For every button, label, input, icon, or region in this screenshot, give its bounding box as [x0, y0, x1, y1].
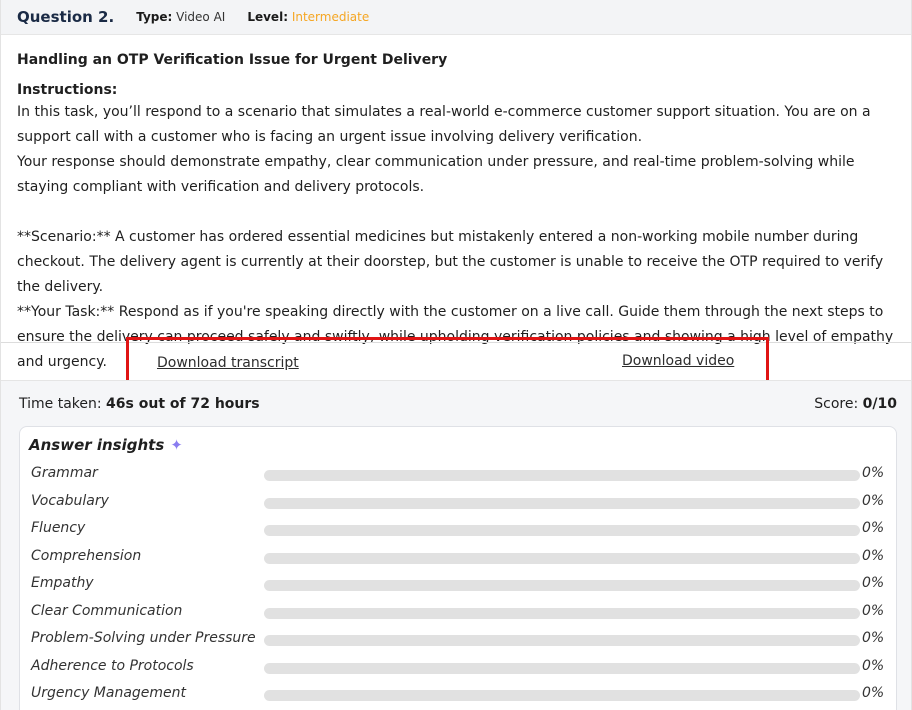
- metric-percent: 0%: [862, 630, 885, 646]
- metric-row: [20, 491, 896, 518]
- score-value: 0/10: [862, 396, 897, 412]
- score-label: Score:: [814, 396, 859, 412]
- metric-bar: [264, 498, 860, 509]
- metric-row: [20, 573, 896, 600]
- answer-insights-card: [19, 426, 897, 710]
- type-value: Video AI: [176, 10, 226, 24]
- metric-percent: 0%: [862, 575, 885, 591]
- metric-row: [20, 463, 896, 490]
- score: [814, 396, 897, 412]
- metric-row: [20, 518, 896, 545]
- metric-row: [20, 628, 896, 655]
- metric-bar: [264, 635, 860, 646]
- metric-bar: [264, 580, 860, 591]
- metric-row: [20, 683, 896, 710]
- time-taken: [19, 396, 260, 412]
- metric-label: Comprehension: [31, 547, 142, 564]
- metric-percent: 0%: [862, 602, 885, 619]
- time-label: Time taken:: [19, 396, 102, 412]
- your-task-paragraph: **Your Task:** Respond as if you're speaking directly with the customer on a live call. Guide them through the next steps to ensure the delivery can proceed safely and swiftly, while upholding verification policies and showing a high level of empathy and urgency.: [17, 304, 894, 370]
- metric-row: [20, 601, 896, 628]
- instructions-paragraph: In this task, you’ll respond to a scenario that simulates a real-world e-commerce customer support situation. You are on a support call with a customer who is facing an urgent issue involving delivery verification.: [17, 104, 871, 145]
- level-value: Intermediate: [291, 10, 370, 24]
- metric-label: Vocabulary: [31, 492, 109, 509]
- question-level: [247, 10, 369, 24]
- metric-percent: 0%: [862, 465, 885, 481]
- downloads-bar: [1, 342, 911, 380]
- answer-insights-label: Answer insights: [29, 436, 165, 454]
- level-label: Level:: [247, 10, 288, 24]
- type-label: Type:: [136, 10, 173, 24]
- metric-percent: 0%: [862, 492, 885, 509]
- task-title: Handling an OTP Verification Issue for Urgent Delivery: [17, 52, 448, 68]
- metric-bar: [264, 663, 860, 674]
- instructions-paragraph: Your response should demonstrate empathy, clear communication under pressure, and real-time problem-solving while staying compliant with verification and delivery protocols.: [17, 154, 855, 195]
- metric-percent: 0%: [862, 657, 885, 674]
- metric-label: Problem-Solving under Pressure: [31, 630, 256, 646]
- metric-label: Empathy: [31, 575, 94, 591]
- metric-label: Adherence to Protocols: [31, 657, 194, 674]
- metric-label: Grammar: [31, 465, 98, 481]
- download-video-link[interactable]: Download video: [622, 353, 735, 369]
- metric-bar: [264, 470, 860, 481]
- metric-bar: [264, 690, 860, 701]
- results-section: [1, 380, 911, 710]
- metric-label: Clear Communication: [31, 602, 183, 619]
- metric-row: [20, 656, 896, 683]
- question-header: [1, 0, 911, 35]
- instructions-label: Instructions:: [17, 82, 118, 98]
- question-body: [1, 35, 911, 375]
- scenario-paragraph: **Scenario:** A customer has ordered essential medicines but mistakenly entered a non-working mobile number during checkout. The delivery agent is currently at their doorstep, but the customer is unable to receive the OTP required to verify the delivery.: [17, 229, 884, 295]
- question-type: [136, 10, 225, 24]
- answer-insights-title: [29, 436, 183, 454]
- sparkle-icon: ✦: [170, 436, 183, 454]
- metric-label: Fluency: [31, 520, 86, 536]
- metric-row: [20, 546, 896, 573]
- time-value: 46s out of 72 hours: [106, 396, 260, 412]
- metric-percent: 0%: [862, 547, 885, 564]
- metric-bar: [264, 525, 860, 536]
- metric-percent: 0%: [862, 685, 885, 701]
- metric-label: Urgency Management: [31, 685, 187, 701]
- download-transcript-link[interactable]: Download transcript: [157, 355, 299, 371]
- metric-percent: 0%: [862, 520, 885, 536]
- question-number: Question 2.: [17, 8, 115, 26]
- metric-bar: [264, 553, 860, 564]
- metric-bar: [264, 608, 860, 619]
